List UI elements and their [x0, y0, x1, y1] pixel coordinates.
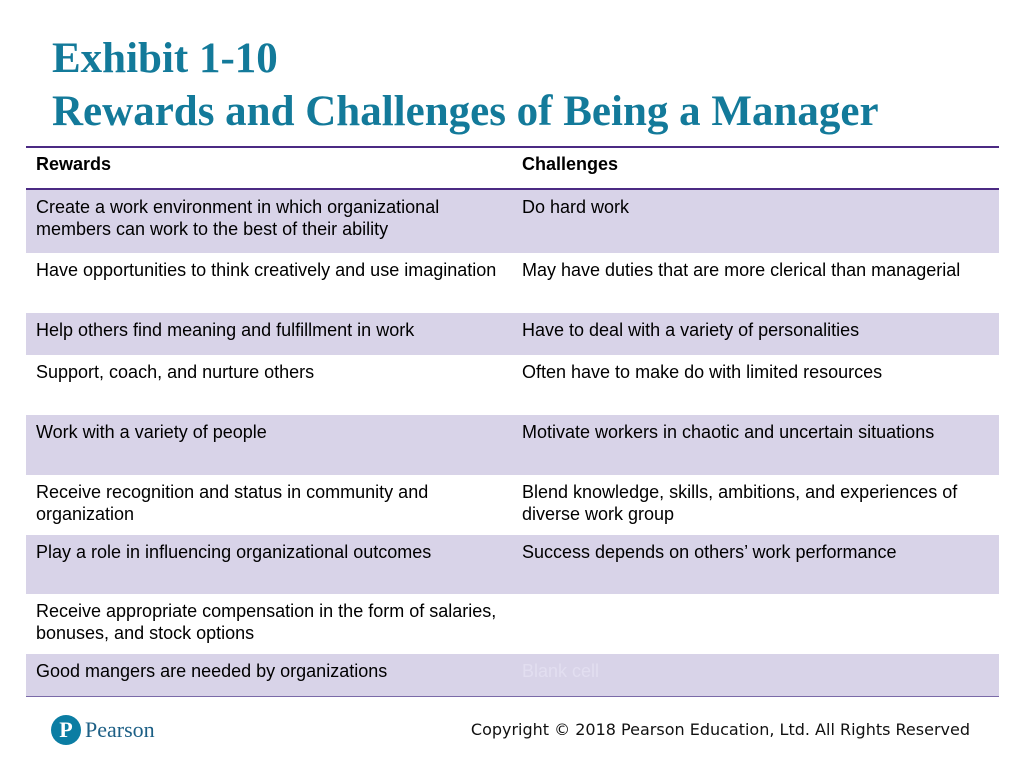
table-row — [26, 190, 999, 253]
challenge-cell: Success depends on others’ work performance — [522, 542, 897, 562]
pearson-logo-icon: P — [51, 715, 81, 745]
table-row — [26, 313, 999, 355]
table-header-row — [26, 148, 999, 190]
table-row — [26, 475, 999, 535]
copyright-notice: Copyright © 2018 Pearson Education, Ltd. All Rights Reserved — [470, 720, 970, 739]
pearson-logo-text: Pearson — [85, 717, 155, 742]
table-row — [26, 355, 999, 415]
challenge-cell: Often have to make do with limited resources — [522, 362, 883, 382]
pearson-logo — [51, 713, 155, 747]
reward-cell: Play a role in influencing organizational outcomes — [36, 542, 432, 562]
reward-cell: Good mangers are needed by organizations — [36, 661, 388, 681]
reward-cell: Receive appropriate compensation in the form of salaries, bonuses, and stock options — [36, 601, 497, 643]
reward-cell: Receive recognition and status in community and organization — [36, 482, 429, 524]
title-line-2: Rewards and Challenges of Being a Manager — [52, 88, 879, 135]
challenge-cell: Blank cell — [522, 661, 600, 681]
reward-cell: Create a work environment in which organizational members can work to the best of their ability — [36, 197, 440, 239]
table-row — [26, 594, 999, 654]
table-row — [26, 654, 999, 697]
challenge-cell — [512, 594, 999, 654]
challenge-cell: Have to deal with a variety of personalities — [522, 320, 860, 340]
title-line-1: Exhibit 1-10 — [52, 35, 278, 82]
challenge-cell: May have duties that are more clerical than managerial — [522, 260, 961, 280]
table-row — [26, 415, 999, 475]
reward-cell: Support, coach, and nurture others — [36, 362, 315, 382]
header-challenges: Challenges — [522, 154, 619, 174]
reward-cell: Have opportunities to think creatively and use imagination — [36, 260, 497, 280]
table-row — [26, 535, 999, 594]
challenge-cell: Blend knowledge, skills, ambitions, and experiences of diverse work group — [522, 482, 958, 524]
header-rewards: Rewards — [36, 154, 112, 174]
reward-cell: Work with a variety of people — [36, 422, 267, 442]
challenge-cell: Motivate workers in chaotic and uncertain situations — [522, 422, 935, 442]
page-title — [52, 32, 879, 138]
table-row — [26, 253, 999, 313]
rewards-challenges-table — [26, 146, 999, 697]
reward-cell: Help others find meaning and fulfillment in work — [36, 320, 415, 340]
challenge-cell: Do hard work — [522, 197, 630, 217]
